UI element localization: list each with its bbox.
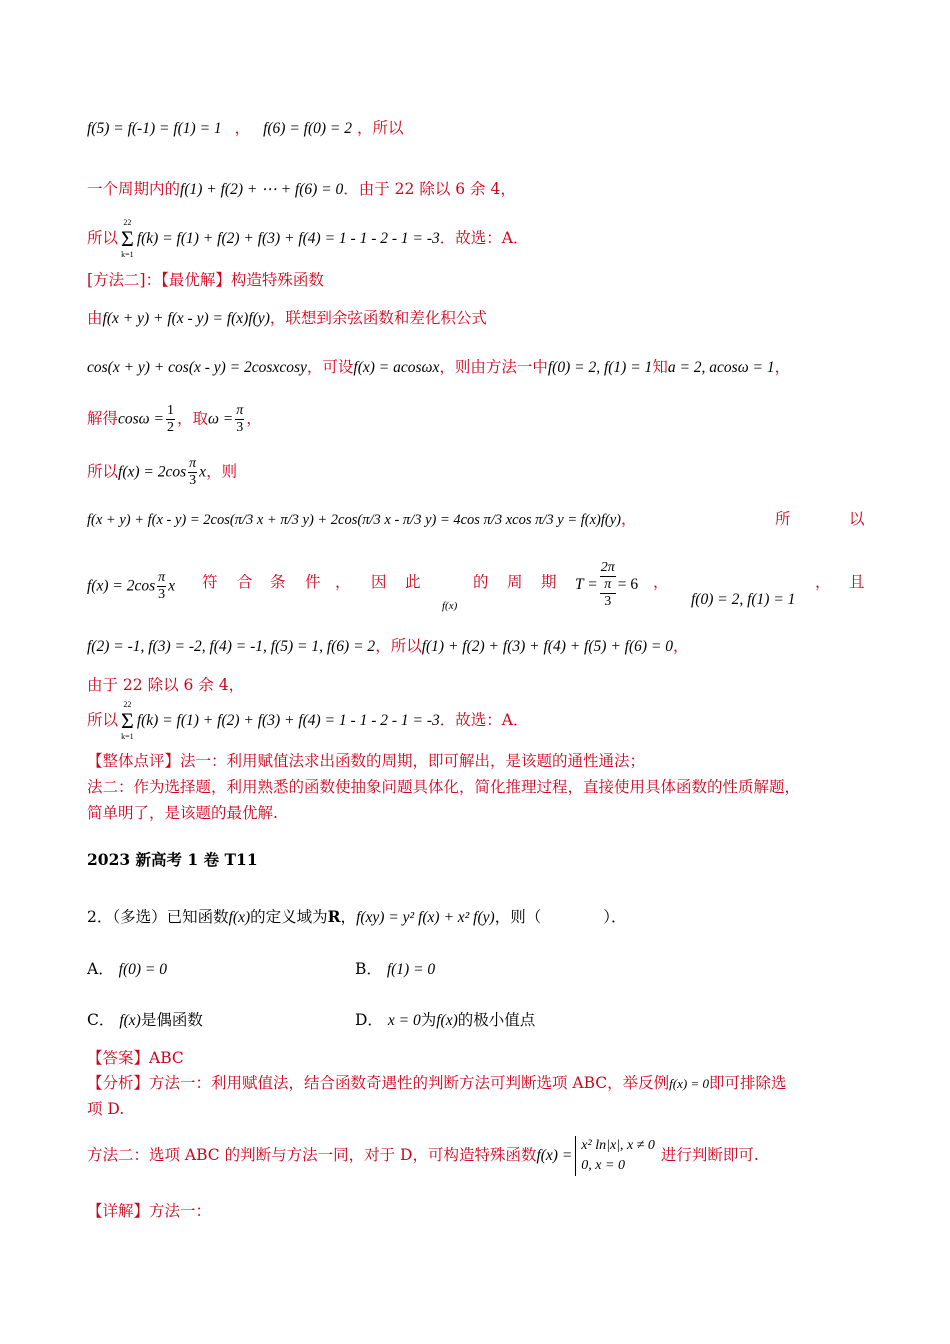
method2-heading: [方法二]：【最优解】构造特殊函数 (87, 271, 324, 289)
method2-line8: 由于 22 除以 6 余 4， (87, 676, 245, 694)
overall-comment-2: 法二：作为选择题，利用熟悉的函数使抽象问题具体化，简化推理过程，直接使用具体函数的性质解题， (87, 778, 801, 796)
fraction-pi-over-3: $\frac{\pi}{3}$ (189, 456, 197, 488)
method1-line1: f(5) = f(-1) = f(1) = 1 ， f(6) = f(0) = 2 ，所以 (87, 119, 404, 137)
option-b: B． f(1) = 0 (355, 960, 436, 978)
analysis-line1: 【分析】方法一：利用赋值法，结合函数奇遇性的判断方法可判断选项 ABC，举反例f(x) = 0即可排除选 (87, 1074, 787, 1092)
overall-comment-3: 简单明了，是该题的最优解. (87, 804, 278, 822)
problem-stem: 2．（多选）已知函数f(x)的定义域为R，f(xy) = y² f(x) + x² f(y)，则（ ）． (87, 907, 627, 926)
piecewise-brace: x² ln|x|, x ≠ 0 0, x = 0 (575, 1136, 655, 1176)
fraction-one-half: $\frac{1}{2}$ (166, 403, 174, 435)
answer: 【答案】ABC (87, 1049, 184, 1067)
method2-line7: f(2) = -1, f(3) = -2, f(4) = -1, f(5) = 1, f(6) = 2，所以f(1) + f(2) + f(3) + f(4) + f(5) + f(6) = 0， (87, 637, 689, 655)
method2-line5: f(x + y) + f(x - y) = 2cos(π/3 x + π/3 y) + 2cos(π/3 x - π/3 y) = 4cos π/3 xcos π/3 y = f(x)f(y)， 所 以 (87, 510, 865, 528)
overall-comment-1: 【整体点评】法一：利用赋值法求出函数的周期，即可解出，是该题的通性通法； (87, 752, 646, 770)
option-d: D． x = 0为f(x)的极小值点 (355, 1011, 536, 1029)
method2-line1: 由f(x + y) + f(x - y) = f(x)f(y)，联想到余弦函数和差化积公式 (87, 309, 487, 327)
method2-line9: 所以 22 Σ k=1 f(k) = f(1) + f(2) + f(3) + f(4) = 1 - 1 - 2 - 1 = -3．故选：A． (87, 700, 529, 741)
method2-line2: cos(x + y) + cos(x - y) = 2cosxcosy，可设f(x) = acosωx，则由方法一中f(0) = 2, f(1) = 1知a = 2, acosω = 1， (87, 358, 791, 376)
problem-heading: 2023 新高考 1 卷 T11 (87, 850, 258, 869)
method1-line2: 一个周期内的f(1) + f(2) + ⋯ + f(6) = 0．由于 22 除以 6 余 4， (87, 180, 516, 198)
analysis-method2: 方法二：选项 ABC 的判断与方法一同，对于 D，可构造特殊函数f(x) = x² ln|x|, x ≠ 0 0, x = 0 进行判断即可. (87, 1136, 759, 1176)
analysis-line2: 项 D. (87, 1100, 125, 1118)
option-c: C． f(x)是偶函数 (87, 1011, 203, 1029)
summation-symbol: 22 Σ k=1 (121, 218, 134, 259)
option-a: A． f(0) = 0 (87, 960, 167, 978)
summation-symbol: 22 Σ k=1 (121, 700, 134, 741)
method2-line3: 解得cosω = $\frac{1}{2}$ ，取ω = $\frac{\pi}{3}$ ， (87, 403, 262, 435)
fraction-pi-over-3: $\frac{\pi}{3}$ (236, 403, 244, 435)
method1-line3: 所以 22 Σ k=1 f(k) = f(1) + f(2) + f(3) + f(4) = 1 - 1 - 2 - 1 = -3．故选：A． (87, 218, 529, 259)
detail-heading: 【详解】方法一： (87, 1202, 212, 1220)
method2-line4: 所以f(x) = 2cos $\frac{\pi}{3}$ x，则 (87, 456, 238, 488)
method2-line6: f(x) = 2cos $\frac{\pi}{3}$ x 符 合 条 件 ， 因 此 f(x) 的 周 期 T = 2π π 3 = 6 ， f(0) = 2, f(1) = 1 ， 且 (87, 560, 865, 612)
